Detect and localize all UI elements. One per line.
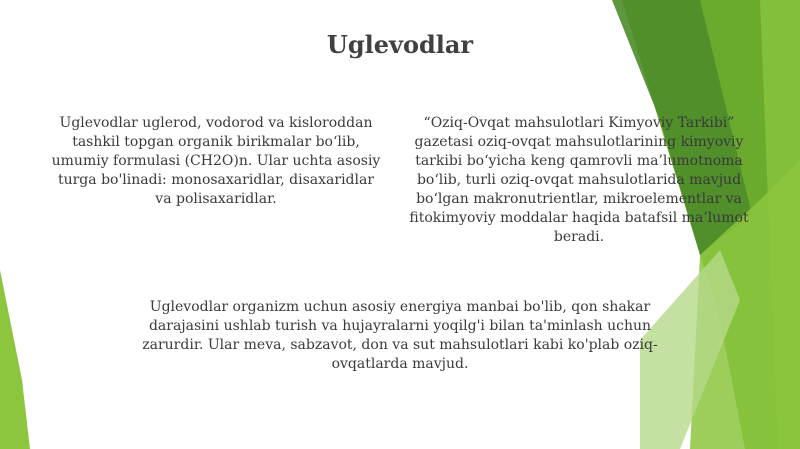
right-paragraph: “Oziq-Ovqat mahsulotlari Kimyoviy Tarkibi” gazetasi oziq-ovqat mahsulotlarining kimyoviy tarkibi bo‘yicha keng qamrovli ma’lumotnoma bo‘lib, turli oziq-ovqat mahsulotlarida mavjud bo‘lgan makronutrientlar, mikroelementlar va fitokimyoviy moddalar haqida batafsil ma’lumot beradi.	[409, 115, 749, 245]
bottom-paragraph: Uglevodlar organizm uchun asosiy energiya manbai bo'lib, qon shakar darajasini ushlab turish va hujayralarni yoqilg'i bilan ta'minlash uchun zarurdir. Ular meva, sabzavot, don va sut mahsulotlari kabi ko'plab oziq-ovqatlarda mavjud.	[142, 299, 658, 372]
left-paragraph: Uglevodlar uglerod, vodorod va kisloroddan tashkil topgan organik birikmalar bo‘lib, umumiy formulasi (CH2O)n. Ular uchta asosiy turga bo'linadi: monosaxaridlar, disaxaridlar va polisaxaridlar.	[51, 115, 381, 207]
slide-title: Uglevodlar	[326, 30, 474, 59]
left-green-accent	[0, 270, 30, 449]
